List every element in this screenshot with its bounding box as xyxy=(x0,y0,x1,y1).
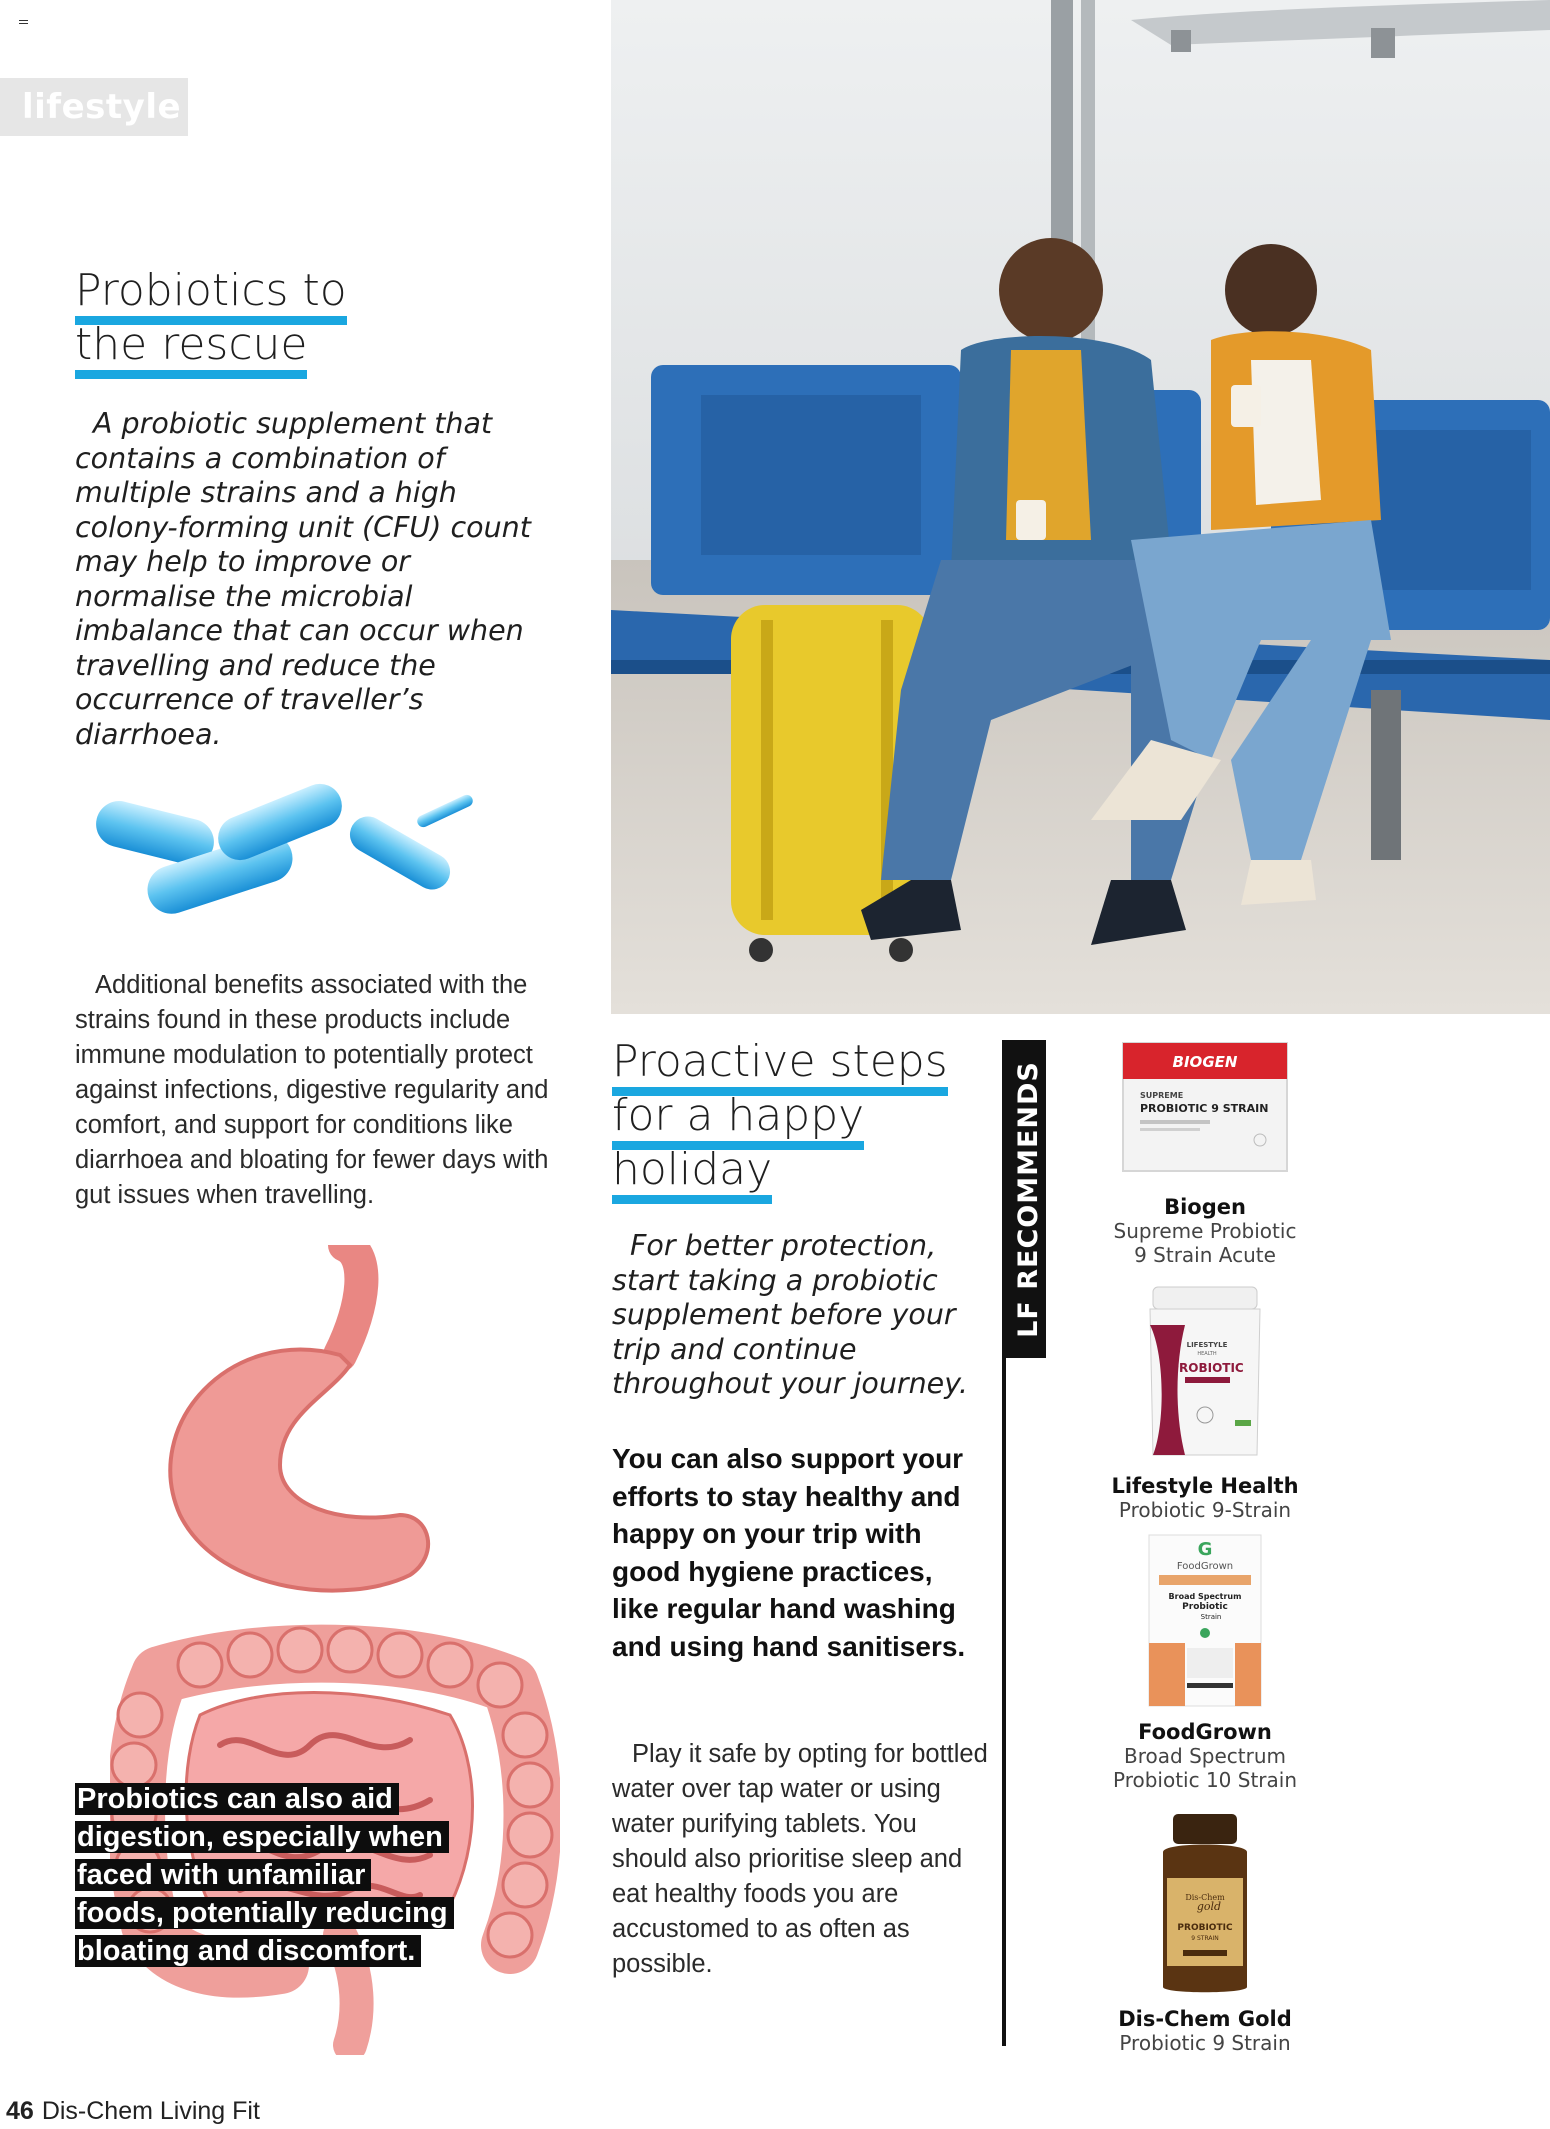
bacteria-illustration xyxy=(85,765,485,930)
article1-heading-line1: Probiotics to xyxy=(75,265,347,325)
dischem-pack-line2: 9 STRAIN xyxy=(1191,1935,1219,1942)
highlight-line: Probiotics can also aid xyxy=(75,1783,399,1815)
article1-heading-line2: the rescue xyxy=(75,319,307,379)
dischem-pack-line1: PROBIOTIC xyxy=(1177,1923,1233,1933)
foodgrown-pack-line1: Broad Spectrum xyxy=(1168,1592,1242,1601)
dischem-pack-sub: gold xyxy=(1196,1900,1222,1913)
biogen-pack-line1: SUPREME xyxy=(1140,1091,1184,1100)
article2-body: Play it safe by opting for bottled water over tap water or using water purifying tablets. You should also prioritise sleep and eat healthy foods you are accustomed to as often as possible. xyxy=(612,1740,988,1978)
dischem-gold-name: Dis-Chem Gold xyxy=(1118,2007,1292,2031)
dischem-gold-product-image xyxy=(1155,1812,1255,1997)
menu-icon[interactable] xyxy=(19,20,28,27)
article1-body: Additional benefits associated with the strains found in these products include immune modulation to potentially protect against infections, digestive regularity and comfort, and support for conditions like diarrhoea and bloating for fewer days with gut issues when travelling. xyxy=(75,971,549,1209)
recommends-label-text: LF RECOMMENDS xyxy=(1012,1060,1044,1338)
highlight-line: bloating and discomfort. xyxy=(75,1935,421,1967)
article2-heading-line3: holiday xyxy=(612,1144,772,1204)
lifestyle-health-product-image xyxy=(1145,1285,1265,1460)
highlight-line: digestion, especially when xyxy=(75,1821,449,1853)
product-lifestyle-health[interactable] xyxy=(1085,1285,1325,1522)
foodgrown-desc-line2: Probiotic 10 Strain xyxy=(1112,1768,1298,1792)
highlight-line: faced with unfamiliar xyxy=(75,1859,371,1891)
product-foodgrown[interactable] xyxy=(1085,1533,1325,1792)
foodgrown-name: FoodGrown xyxy=(1138,1720,1272,1744)
biogen-pack-line2: PROBIOTIC 9 STRAIN xyxy=(1140,1102,1269,1115)
lifestyle-health-desc-line1: Probiotic 9-Strain xyxy=(1118,1498,1292,1522)
highlight-line: foods, potentially reducing xyxy=(75,1897,454,1929)
product-dischem-gold[interactable] xyxy=(1085,1812,1325,2055)
biogen-desc-line2: 9 Strain Acute xyxy=(1134,1243,1276,1267)
biogen-pack-brand: BIOGEN xyxy=(1172,1053,1238,1071)
publication-name: Dis-Chem Living Fit xyxy=(41,2097,260,2125)
article2-heading-line2: for a happy xyxy=(612,1090,864,1150)
article1-lead: A probiotic supplement that contains a combination of multiple strains and a high colony-forming unit (CFU) count may help to improve or normalise the microbial imbalance that can occur when travelling and reduce the occurrence of traveller’s diarrhoea. xyxy=(75,407,531,751)
foodgrown-pack-line2: Probiotic xyxy=(1182,1602,1228,1612)
page-footer xyxy=(6,2097,260,2126)
foodgrown-product-image xyxy=(1145,1533,1265,1708)
section-tag: lifestyle xyxy=(0,78,188,136)
article2-lead: For better protection, start taking a probiotic supplement before your trip and continue throughout your journey. xyxy=(612,1229,968,1400)
foodgrown-desc-line1: Broad Spectrum xyxy=(1124,1744,1286,1768)
product-biogen[interactable] xyxy=(1085,1040,1325,1267)
foodgrown-pack-brand: FoodGrown xyxy=(1176,1561,1234,1572)
lifestyle-pack-brand: LIFESTYLE xyxy=(1186,1341,1228,1349)
article1-highlight-quote xyxy=(75,1780,515,1970)
article1-heading xyxy=(75,264,495,372)
airport-travellers-photo xyxy=(611,0,1550,1014)
article2-heading xyxy=(612,1035,992,1197)
dischem-pack-brand: Dis-Chem xyxy=(1185,1893,1225,1902)
lifestyle-health-name: Lifestyle Health xyxy=(1111,1474,1299,1498)
recommends-label xyxy=(1006,1040,1050,1358)
lifestyle-pack-line1: PROBIOTIC xyxy=(1170,1361,1244,1375)
dischem-gold-desc-line1: Probiotic 9 Strain xyxy=(1119,2031,1291,2055)
biogen-product-image xyxy=(1120,1040,1290,1175)
svg-text:G: G xyxy=(1197,1539,1213,1560)
article2-heading-line1: Proactive steps xyxy=(612,1036,948,1096)
biogen-name: Biogen xyxy=(1164,1195,1246,1219)
article2-bold-paragraph: You can also support your efforts to stay healthy and happy on your trip with good hygiene practices, like regular hand washing and using hand sanitisers. xyxy=(612,1443,966,1662)
page-number: 46 xyxy=(6,2097,34,2125)
biogen-desc-line1: Supreme Probiotic xyxy=(1113,1219,1297,1243)
foodgrown-pack-line3: Strain xyxy=(1200,1613,1222,1621)
lifestyle-pack-sub: HEALTH xyxy=(1197,1351,1217,1357)
